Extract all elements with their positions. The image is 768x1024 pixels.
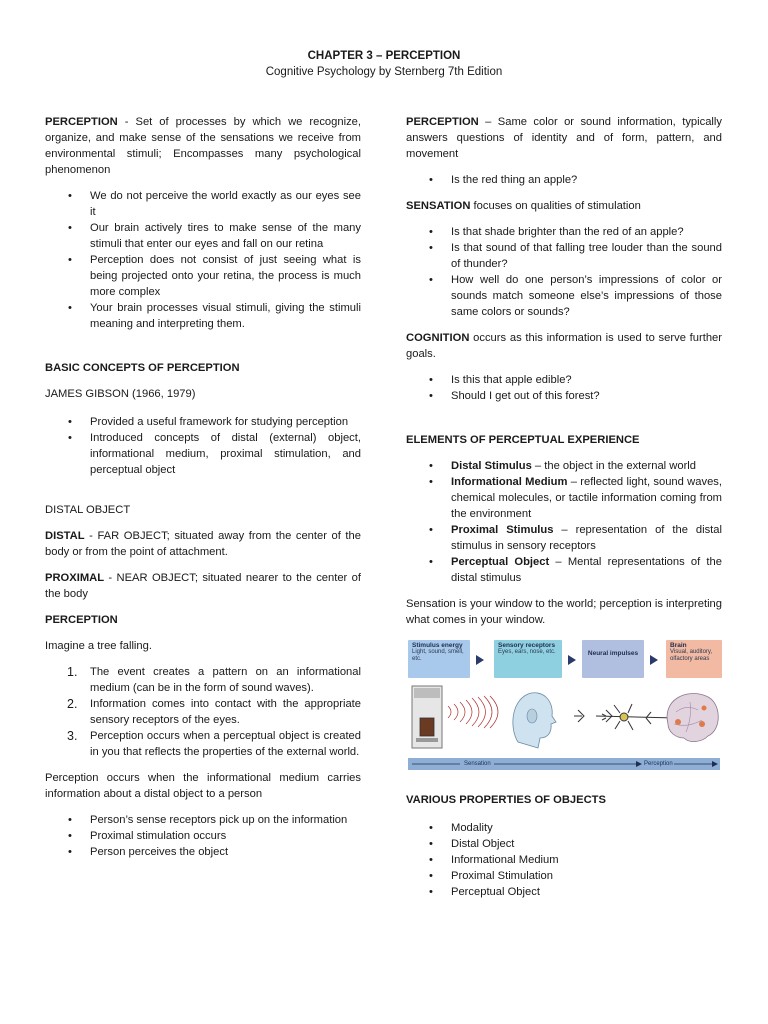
element-term: Informational Medium: [451, 476, 568, 488]
distal-definition: [45, 528, 361, 560]
proximal-term: PROXIMAL: [45, 572, 105, 584]
list-item: • Is the red thing an apple?: [406, 172, 722, 188]
list-item: • How well do one person’s impressions of color or sounds match someone else’s impressions of those same colors or sounds?: [406, 272, 722, 320]
sensation-label: Sensation: [464, 761, 491, 767]
element-def: – the object in the external world: [531, 460, 697, 472]
sensation-term: SENSATION: [406, 200, 471, 212]
list-item: [406, 522, 722, 554]
various-properties-list: [406, 820, 722, 900]
imagine-line: Imagine a tree falling.: [45, 640, 152, 652]
list-item: [406, 554, 722, 586]
element-def: – Mental representations of the distal stimulus: [451, 556, 722, 584]
head-icon: [513, 693, 556, 748]
sensation-def-text: focuses on qualities of stimulation: [470, 200, 641, 212]
distal-object-heading: DISTAL OBJECT: [45, 504, 131, 516]
figure-box-sub: Eyes, ears, nose, etc.: [498, 649, 556, 655]
list-item: • Is this that apple edible?: [406, 372, 722, 388]
figure-box-title: Brain: [670, 642, 687, 649]
step-number: 1.: [67, 665, 78, 679]
perception-bullets: [45, 188, 361, 332]
figure-box-stimulus: [408, 640, 470, 678]
perception-def-text: - Set of processes by which we recognize, organize, and make sense of the sensations we receive from environmental stimuli; Encompasses many psychological phenomenon: [45, 116, 361, 176]
left-column: [45, 114, 361, 860]
right-column: [406, 114, 722, 900]
list-item: • Should I get out of this forest?: [406, 388, 722, 404]
list-item: • Perceptual Object: [406, 884, 722, 900]
list-item: • Informational Medium: [406, 852, 722, 868]
perception-heading: PERCEPTION: [45, 614, 118, 626]
basic-concepts-heading: BASIC CONCEPTS OF PERCEPTION: [45, 362, 240, 374]
list-item: [45, 696, 361, 728]
step-text: Perception occurs when a perceptual object is created in you that reflects the properties of the external world.: [90, 730, 361, 758]
cognition-term: COGNITION: [406, 332, 470, 344]
perception-label: Perception: [644, 761, 673, 767]
step-text: The event creates a pattern on an informational medium (can be in the form of sound waves).: [90, 666, 361, 694]
list-item: • We do not perceive the world exactly as our eyes see it: [45, 188, 361, 220]
list-item: • Person’s sense receptors pick up on the information: [45, 812, 361, 828]
distal-term: DISTAL: [45, 530, 85, 542]
cognition-definition: [406, 330, 722, 362]
perception-occurs-text: Perception occurs when the informational medium carries information about a distal object to a person: [45, 772, 361, 800]
arrow-right-icon: [568, 655, 576, 665]
sound-waves-icon: [448, 696, 498, 728]
page-title: CHAPTER 3 – PERCEPTION: [307, 50, 461, 62]
figure-box-title: Neural impulses: [587, 650, 639, 657]
element-term: Perceptual Object: [451, 556, 550, 568]
window-text: Sensation is your window to the world; perception is interpreting what comes in your window.: [406, 598, 722, 626]
cognition-bullets: [406, 372, 722, 404]
list-item: • Is that sound of that falling tree louder than the sound of thunder?: [406, 240, 722, 272]
list-item: • Proximal Stimulation: [406, 868, 722, 884]
sensation-bullets: [406, 224, 722, 320]
perception-term: PERCEPTION: [45, 116, 118, 128]
perception-definition: [45, 114, 361, 178]
list-item: • Person perceives the object: [45, 844, 361, 860]
list-item: • Proximal stimulation occurs: [45, 828, 361, 844]
neuron-icon: [574, 704, 676, 730]
list-item: [45, 664, 361, 696]
perception-definition-2: [406, 114, 722, 162]
element-def: – reflected light, sound waves, chemical molecules, or tactile information coming from the environment: [451, 476, 722, 520]
list-item: • Distal Object: [406, 836, 722, 852]
step-number: 3.: [67, 729, 78, 743]
elements-heading: ELEMENTS OF PERCEPTUAL EXPERIENCE: [406, 434, 640, 446]
bar-arrows: [408, 758, 720, 770]
step-text: Information comes into contact with the appropriate sensory receptors of the eyes.: [90, 698, 361, 726]
list-item: • Our brain actively tires to make sense of the many stimuli that enter our eyes and fall on our retina: [45, 220, 361, 252]
list-item: • Is that shade brighter than the red of an apple?: [406, 224, 722, 240]
figure-box-receptors: [494, 640, 562, 678]
perception-bullets-2: [406, 172, 722, 188]
perception-def-text: – Same color or sound information, typically answers questions of identity and of form, pattern, and movement: [406, 116, 722, 160]
page-subtitle: Cognitive Psychology by Sternberg 7th Edition: [265, 66, 503, 78]
perception-process-figure: [406, 638, 722, 774]
occurs-bullets: [45, 812, 361, 860]
coffee-machine-icon: [412, 686, 442, 748]
element-term: Distal Stimulus: [451, 460, 532, 472]
arrow-right-icon: [650, 655, 658, 665]
list-item: • Introduced concepts of distal (external) object, informational medium, proximal stimulation, and perceptual object: [45, 430, 361, 478]
distal-def-text: - FAR OBJECT; situated away from the center of the body or from the point of attachment.: [45, 530, 361, 558]
proximal-def-text: - NEAR OBJECT; situated nearer to the center of the body: [45, 572, 361, 600]
list-item: • Modality: [406, 820, 722, 836]
gibson-bullets: [45, 414, 361, 478]
sensation-perception-bar: [408, 758, 720, 770]
proximal-definition: [45, 570, 361, 602]
gibson-line: JAMES GIBSON (1966, 1979): [45, 388, 196, 400]
perception-term: PERCEPTION: [406, 116, 479, 128]
figure-box-sub: Light, sound, smell, etc.: [412, 649, 464, 662]
step-number: 2.: [67, 697, 78, 711]
list-item: • Your brain processes visual stimuli, giving the stimuli meaning and interpreting them.: [45, 300, 361, 332]
figure-box-neural: [582, 640, 644, 678]
list-item: • Perception does not consist of just seeing what is being projected onto your retina, the process is much more complex: [45, 252, 361, 300]
list-item: [406, 458, 722, 474]
perception-illustration: [406, 682, 722, 754]
list-item: • Provided a useful framework for studying perception: [45, 414, 361, 430]
arrow-right-icon: [476, 655, 484, 665]
list-item: [45, 728, 361, 760]
sensation-definition: [406, 198, 722, 214]
element-term: Proximal Stimulus: [451, 524, 554, 536]
figure-box-sub: Visual, auditory, olfactory areas: [670, 649, 713, 662]
cognition-def-text: occurs as this information is used to serve further goals.: [406, 332, 722, 360]
steps-list: [45, 664, 361, 760]
brain-icon: [667, 694, 718, 742]
elements-list: [406, 458, 722, 586]
figure-box-brain: [666, 640, 722, 678]
figure-box-title: Stimulus energy: [412, 642, 463, 649]
various-properties-heading: VARIOUS PROPERTIES OF OBJECTS: [406, 794, 606, 806]
figure-box-title: Sensory receptors: [498, 642, 556, 649]
element-def: – representation of the distal stimulus in sensory receptors: [451, 524, 722, 552]
list-item: [406, 474, 722, 522]
